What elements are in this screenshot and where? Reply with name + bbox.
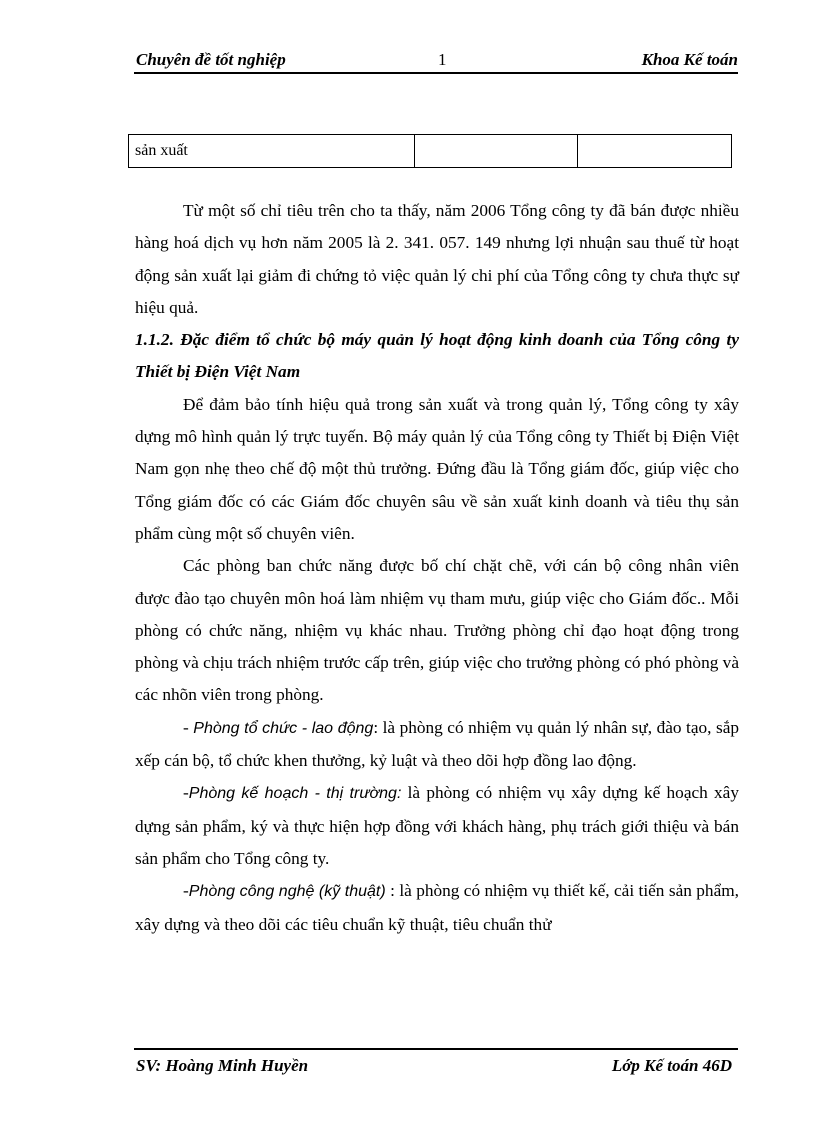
list-item-prefix: -	[183, 783, 189, 803]
list-item-label: Phòng kế hoạch - thị trường:	[188, 785, 402, 803]
page-header	[134, 50, 738, 74]
footer-class-name: Lớp Kế toán 46D	[611, 1056, 732, 1075]
continued-table	[128, 134, 732, 168]
page-body	[135, 195, 739, 941]
list-item-text: : là phòng có nhiệm vụ thiết kế, cải tiến sản phẩm, xây dựng và theo dõi các tiêu chuẩn kỹ thuật, tiêu chuẩn thử	[135, 881, 740, 934]
list-item-text: là phòng có nhiệm vụ xây dựng kế hoạch xây dựng sản phẩm, ký và thực hiện hợp đồng với khách hàng, phụ trách giới thiệu và bán sản phẩm cho Tổng công ty.	[135, 783, 739, 868]
table-cell	[415, 135, 578, 168]
list-item-prefix: -	[183, 881, 189, 901]
list-item-text: : là phòng có nhiệm vụ quản lý nhân sự, đào tạo, sắp xếp cán bộ, tổ chức khen thưởng, kỷ luật và theo dõi hợp đồng lao động.	[135, 717, 740, 771]
header-department: Khoa Kế toán	[641, 50, 738, 69]
table-cell: sản xuất	[129, 135, 415, 168]
paragraph: Từ một số chỉ tiêu trên cho ta thấy, năm 2006 Tổng công ty đã bán được nhiều hàng hoá dịch vụ hơn năm 2005 là 2. 341. 057. 149 nhưng lợi nhuận sau thuế từ hoạt động sản xuất lại giảm đi chứng tỏ việc quản lý chi phí của Tổng công ty chưa thực sự hiệu quả.	[135, 201, 739, 317]
page-footer	[134, 1048, 738, 1080]
list-item-label: Phòng tổ chức - lao động	[193, 719, 374, 737]
list-item	[135, 875, 739, 941]
footer-student-name: SV: Hoàng Minh Huyền	[136, 1056, 309, 1075]
header-page-number: 1	[438, 50, 447, 69]
paragraph: Để đảm bảo tính hiệu quả trong sản xuất và trong quản lý, Tổng công ty xây dựng mô hình quản lý trực tuyến. Bộ máy quản lý của Tổng công ty Thiết bị Điện Việt Nam gọn nhẹ theo chế độ một thủ trưởng. Đứng đầu là Tổng giám đốc, giúp việc cho Tổng giám đốc có các Giám đốc chuyên sâu về sản xuất kinh doanh và tiêu thụ sản phẩm cùng một số chuyên viên.	[135, 394, 739, 543]
list-item	[135, 712, 739, 778]
section-heading: 1.1.2. Đặc điểm tổ chức bộ máy quản lý hoạt động kinh doanh của Tổng công ty Thiết bị Điện Việt Nam	[135, 330, 739, 382]
table-row	[129, 135, 732, 168]
list-item-prefix: -	[183, 717, 194, 737]
list-item-label: Phòng công nghệ (kỹ thuật)	[188, 883, 386, 901]
header-document-title: Chuyên đề tốt nghiệp	[136, 50, 286, 69]
table-cell	[578, 135, 732, 168]
list-item	[135, 777, 739, 875]
paragraph: Các phòng ban chức năng được bố chí chặt chẽ, với cán bộ công nhân viên được đào tạo chuyên môn hoá làm nhiệm vụ tham mưu, giúp việc cho Giám đốc.. Mỗi phòng có chức năng, nhiệm vụ khác nhau. Trưởng phòng chỉ đạo hoạt động trong phòng và chịu trách nhiệm trước cấp trên, giúp việc cho trưởng phòng có phó phòng và các nhõn viên trong phòng.	[135, 556, 739, 705]
